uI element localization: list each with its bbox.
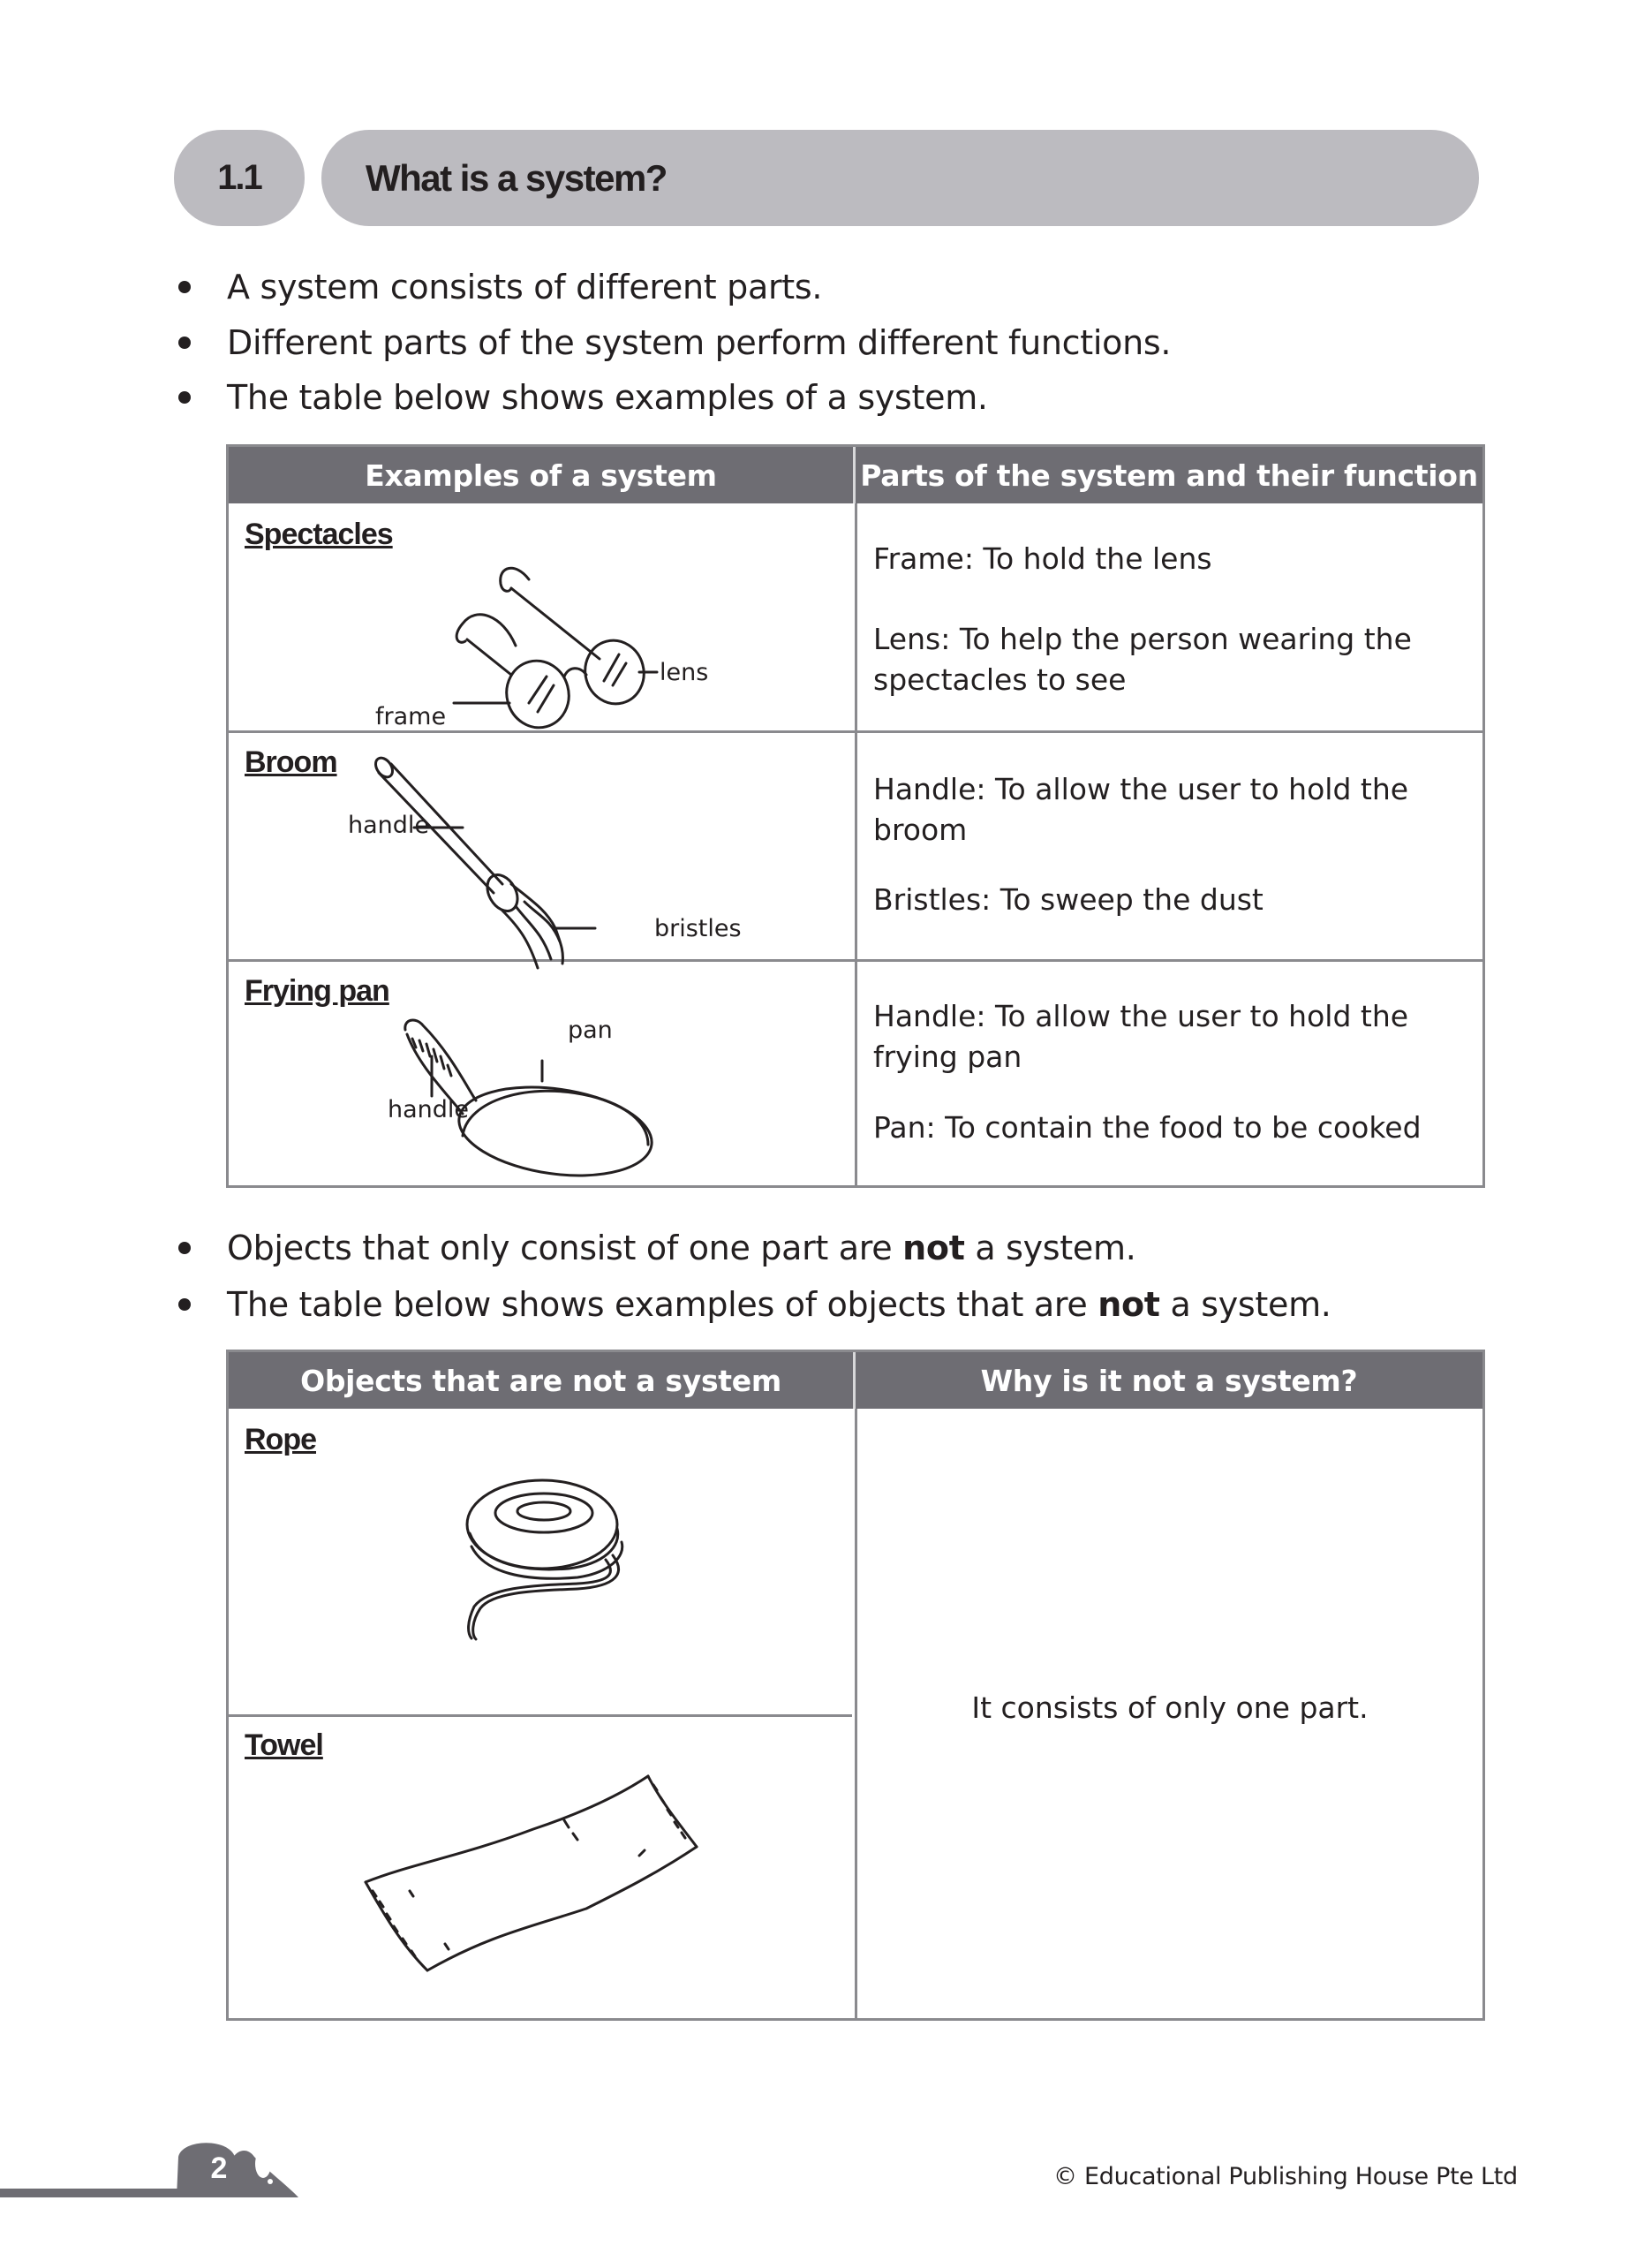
row-title: Spectacles <box>245 518 393 551</box>
row-title: Rope <box>245 1423 316 1456</box>
bullet-icon <box>178 1298 191 1311</box>
table-header <box>229 447 1482 503</box>
function-text: Frame: To hold the lens <box>873 541 1212 576</box>
bullet-icon <box>178 281 191 293</box>
page-number: 2 <box>210 2151 228 2185</box>
section-number: 1.1 <box>217 158 261 197</box>
towel-illustration <box>357 1758 728 1979</box>
bullet-text: The table below shows examples of a system. <box>227 378 988 417</box>
copyright-text: © Educational Publishing House Pte Ltd <box>1053 2163 1518 2190</box>
bullet-text: Objects that only consist of one part are not a system. <box>227 1229 1136 1267</box>
column-header: Why is it not a system? <box>980 1363 1358 1398</box>
bullet-item <box>173 1280 1331 1329</box>
column-header: Examples of a system <box>229 447 856 503</box>
part-label: bristles <box>654 915 742 942</box>
function-text: Lens: To help the person wearing the spectacles to see <box>873 622 1412 697</box>
bullet-item <box>173 318 1171 367</box>
bullet-text: A system consists of different parts. <box>227 268 823 306</box>
bullet-item <box>173 1223 1135 1273</box>
column-header: Objects that are not a system <box>229 1352 856 1409</box>
column-divider <box>855 503 857 1185</box>
section-number-badge <box>174 130 305 226</box>
spectacles-illustration <box>370 562 670 712</box>
column-header: Parts of the system and their function <box>860 457 1478 493</box>
function-text: Handle: To allow the user to hold the broom <box>873 772 1409 847</box>
row-title: Broom <box>245 745 337 779</box>
part-label: handle <box>388 1096 470 1123</box>
row-title: Frying pan <box>245 974 389 1008</box>
broom-illustration <box>370 752 670 964</box>
function-text: Bristles: To sweep the dust <box>873 882 1264 917</box>
footer-line <box>0 2189 185 2197</box>
systems-table <box>226 444 1485 1188</box>
non-systems-table <box>226 1350 1485 2021</box>
table-header <box>229 1352 1482 1409</box>
rope-illustration <box>445 1476 657 1670</box>
bullet-icon <box>178 1242 191 1254</box>
section-title-bar <box>321 130 1479 226</box>
function-text: Handle: To allow the user to hold the frying pan <box>873 999 1409 1074</box>
row-divider <box>229 730 1482 733</box>
part-label: pan <box>568 1017 613 1044</box>
part-label: handle <box>348 812 430 839</box>
bullet-icon <box>178 337 191 349</box>
function-text: Pan: To contain the food to be cooked <box>873 1110 1422 1145</box>
section-title: What is a system? <box>366 156 667 199</box>
part-label: frame <box>375 703 447 730</box>
bullet-text: The table below shows examples of objects that are not a system. <box>227 1285 1331 1324</box>
reason-text: It consists of only one part. <box>971 1690 1369 1725</box>
bullet-icon <box>178 391 191 404</box>
bullet-item <box>173 373 988 422</box>
row-title: Towel <box>245 1728 323 1762</box>
bullet-text: Different parts of the system perform different functions. <box>227 323 1172 362</box>
mouse-icon <box>175 2139 334 2201</box>
bullet-item <box>173 262 822 312</box>
row-divider <box>229 1714 852 1717</box>
part-label: lens <box>660 659 709 686</box>
